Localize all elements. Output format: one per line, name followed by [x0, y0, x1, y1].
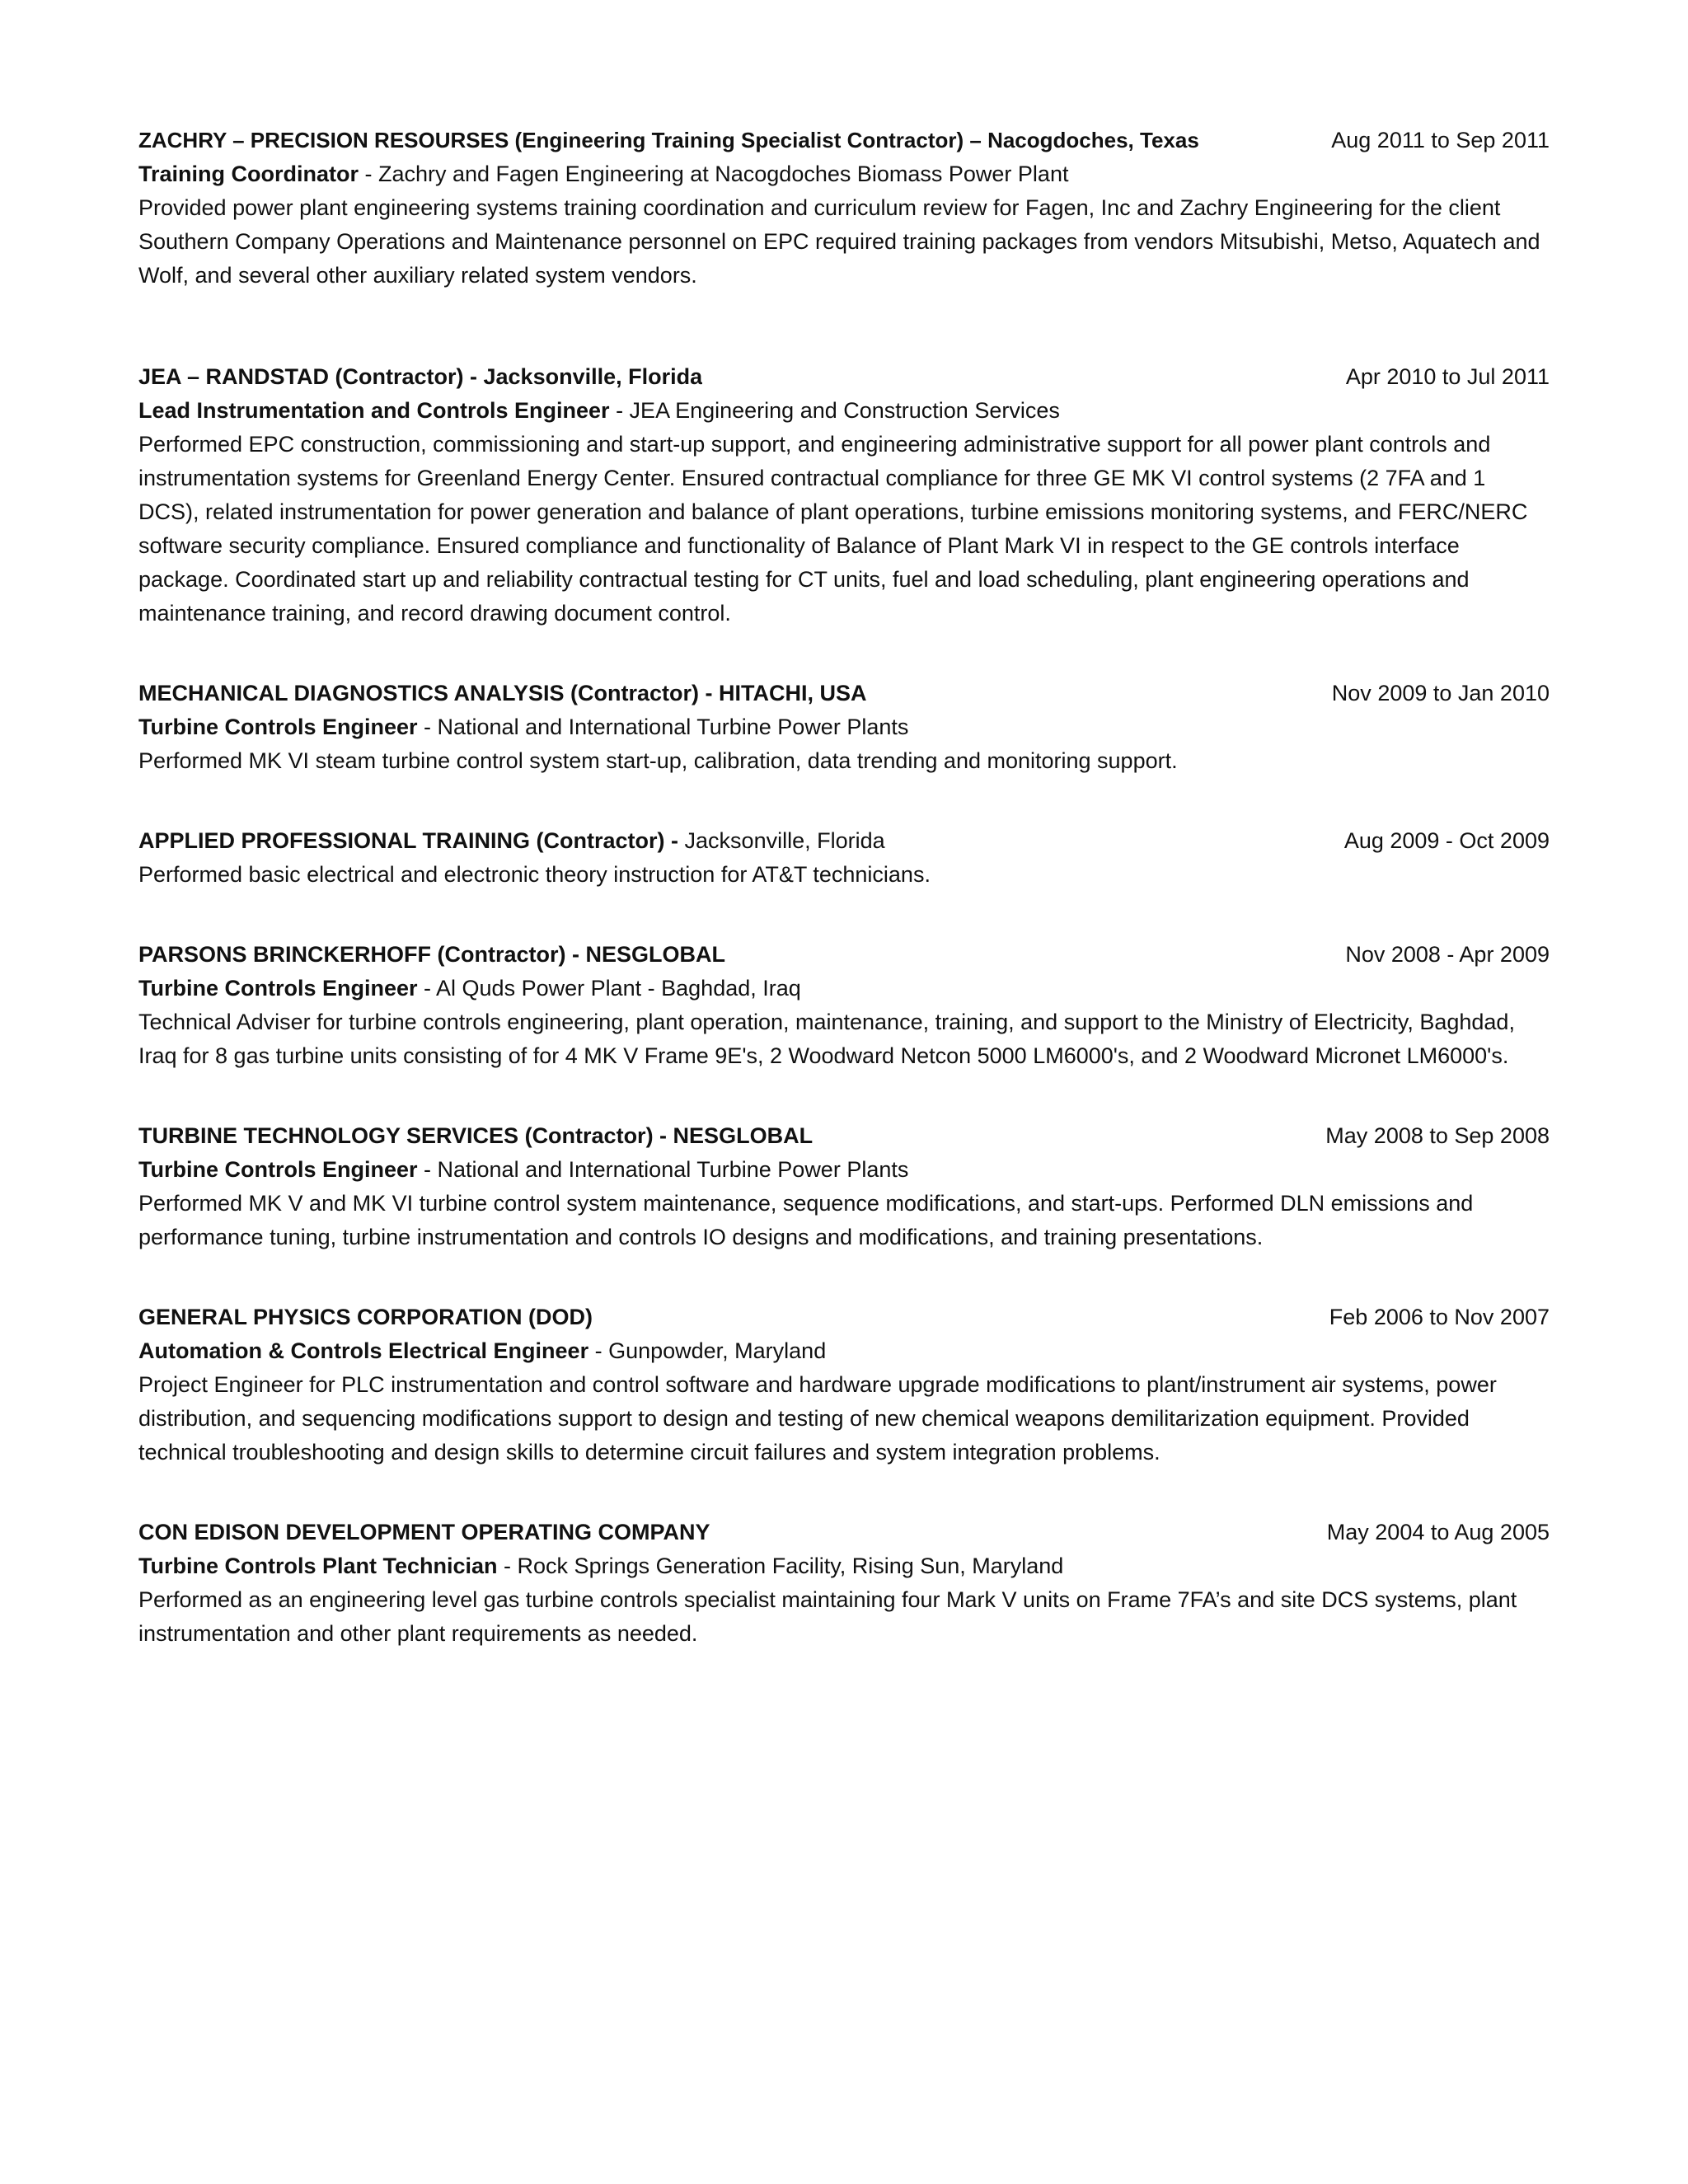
- job-description: Technical Adviser for turbine controls engineering, plant operation, maintenance, training, and support to the Ministry of Electricity, Baghdad, Iraq for 8 gas turbine units consisting of for 4 MK V Frame 9E's, 2 Woodward Netcon 5000 LM6000's, and 2 Woodward Micronet LM6000's.: [138, 1010, 1515, 1068]
- employer-name: MECHANICAL DIAGNOSTICS ANALYSIS (Contractor) - HITACHI, USA: [138, 681, 867, 705]
- job-dates: May 2008 to Sep 2008: [1325, 1123, 1550, 1148]
- job-description: Performed MK V and MK VI turbine control system maintenance, sequence modifications, and start-ups. Performed DLN emissions and performance tuning, turbine instrumentation and controls IO designs and modifications, and training presentations.: [138, 1191, 1474, 1249]
- job-title: Turbine Controls Plant Technician: [138, 1554, 498, 1578]
- job-description: Performed as an engineering level gas turbine controls specialist maintaining four Mark V units on Frame 7FA’s and site DCS systems, plant instrumentation and other plant requirements as needed.: [138, 1587, 1517, 1646]
- job-entry-jea: [138, 360, 1550, 630]
- job-header: [138, 824, 1550, 858]
- job-title-detail: - JEA Engineering and Construction Services: [609, 398, 1060, 423]
- employer-name: JEA – RANDSTAD (Contractor) - Jacksonville, Florida: [138, 364, 703, 389]
- job-entry-con-edison: [138, 1516, 1550, 1651]
- job-dates: Apr 2010 to Jul 2011: [1345, 364, 1550, 389]
- job-role: [138, 1549, 1550, 1583]
- employer-location: Jacksonville, Florida: [684, 828, 885, 853]
- job-title: Training Coordinator: [138, 162, 359, 186]
- job-title: Turbine Controls Engineer: [138, 976, 418, 1001]
- employer-name: PARSONS BRINCKERHOFF (Contractor) - NESGLOBAL: [138, 942, 725, 967]
- job-title-detail: - National and International Turbine Power Plants: [417, 715, 909, 739]
- job-description: Performed MK VI steam turbine control system start-up, calibration, data trending and monitoring support.: [138, 748, 1178, 773]
- job-role: [138, 710, 1550, 744]
- employer-name: ZACHRY – PRECISION RESOURSES (Engineering Training Specialist Contractor) – Nacogdoches, Texas: [138, 128, 1199, 152]
- job-role: [138, 972, 1550, 1005]
- job-title-detail: - Zachry and Fagen Engineering at Nacogdoches Biomass Power Plant: [359, 162, 1069, 186]
- job-role: [138, 1334, 1550, 1368]
- job-header: [138, 124, 1550, 157]
- job-title-detail: - Gunpowder, Maryland: [588, 1338, 827, 1363]
- job-title: Automation & Controls Electrical Engineer: [138, 1338, 589, 1363]
- job-title-detail: - Al Quds Power Plant - Baghdad, Iraq: [417, 976, 801, 1001]
- job-entry-hitachi: [138, 677, 1550, 778]
- job-description: Project Engineer for PLC instrumentation and control software and hardware upgrade modifications to plant/instrument air systems, power distribution, and sequencing modifications support to design and testing of new chemical weapons demilitarization equipment. Provided technical troubleshooting and design skills to determine circuit failures and system integration problems.: [138, 1372, 1497, 1465]
- job-header: [138, 360, 1550, 394]
- job-role: [138, 1153, 1550, 1187]
- employer-name: [138, 824, 885, 858]
- job-description: Performed basic electrical and electronic theory instruction for AT&T technicians.: [138, 862, 931, 887]
- job-header: [138, 1301, 1550, 1334]
- resume-page: [138, 124, 1550, 1651]
- job-title-detail: - National and International Turbine Power Plants: [417, 1157, 909, 1182]
- job-dates: May 2004 to Aug 2005: [1326, 1520, 1550, 1544]
- employer-name: GENERAL PHYSICS CORPORATION (DOD): [138, 1305, 593, 1329]
- job-header: [138, 1119, 1550, 1153]
- job-entry-applied-professional: [138, 824, 1550, 892]
- job-title: Lead Instrumentation and Controls Engineer: [138, 398, 610, 423]
- job-title: Turbine Controls Engineer: [138, 1157, 418, 1182]
- job-entry-parsons: [138, 938, 1550, 1073]
- job-description: Performed EPC construction, commissioning and start-up support, and engineering administrative support for all power plant controls and instrumentation systems for Greenland Energy Center. Ensured contractual compliance for three GE MK VI control systems (2 7FA and 1 DCS), related instrumentation for power generation and balance of plant operations, turbine emissions monitoring systems, and FERC/NERC software security compliance. Ensured compliance and functionality of Balance of Plant Mark VI in respect to the GE controls interface package. Coordinated start up and reliability contractual testing for CT units, fuel and load scheduling, plant engineering operations and maintenance training, and record drawing document control.: [138, 432, 1528, 626]
- employer-name: TURBINE TECHNOLOGY SERVICES (Contractor) - NESGLOBAL: [138, 1123, 814, 1148]
- job-role: [138, 394, 1550, 428]
- job-title-detail: - Rock Springs Generation Facility, Rising Sun, Maryland: [497, 1554, 1064, 1578]
- job-entry-turbine-technology: [138, 1119, 1550, 1254]
- job-dates: Feb 2006 to Nov 2007: [1329, 1305, 1550, 1329]
- employer-name-bold: APPLIED PROFESSIONAL TRAINING (Contractor) -: [138, 828, 685, 853]
- job-header: [138, 1516, 1550, 1549]
- job-dates: Nov 2008 - Apr 2009: [1345, 942, 1550, 967]
- job-role: [138, 157, 1550, 191]
- job-dates: Nov 2009 to Jan 2010: [1331, 681, 1550, 705]
- job-header: [138, 677, 1550, 710]
- job-description: Provided power plant engineering systems training coordination and curriculum review for Fagen, Inc and Zachry Engineering for the client Southern Company Operations and Maintenance personnel on EPC required training packages from vendors Mitsubishi, Metso, Aquatech and Wolf, and several other auxiliary related system vendors.: [138, 195, 1540, 288]
- employer-name: CON EDISON DEVELOPMENT OPERATING COMPANY: [138, 1520, 710, 1544]
- job-title: Turbine Controls Engineer: [138, 715, 418, 739]
- job-entry-general-physics: [138, 1301, 1550, 1469]
- job-dates: Aug 2011 to Sep 2011: [1331, 128, 1550, 152]
- job-header: [138, 938, 1550, 972]
- job-entry-zachry: [138, 124, 1550, 293]
- job-dates: Aug 2009 - Oct 2009: [1343, 828, 1550, 853]
